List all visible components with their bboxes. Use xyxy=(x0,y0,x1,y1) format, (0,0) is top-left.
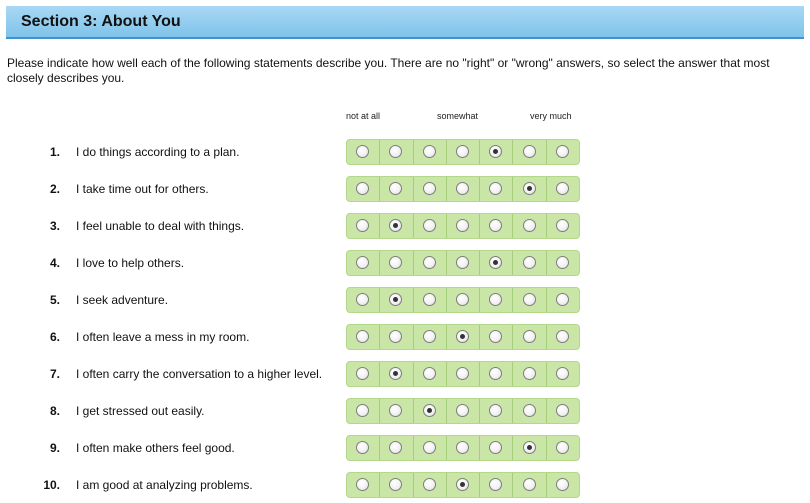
rating-cell xyxy=(513,288,546,312)
rating-radio-5[interactable] xyxy=(489,182,502,195)
rating-cell xyxy=(414,325,447,349)
rating-cell xyxy=(513,399,546,423)
question-text: I am good at analyzing problems. xyxy=(76,478,253,492)
rating-cell xyxy=(447,214,480,238)
rating-radio-2[interactable] xyxy=(389,441,402,454)
rating-radio-5[interactable] xyxy=(489,367,502,380)
rating-scale xyxy=(346,435,580,461)
rating-scale xyxy=(346,324,580,350)
rating-cell xyxy=(547,214,579,238)
rating-scale xyxy=(346,287,580,313)
rating-radio-2[interactable] xyxy=(389,478,402,491)
rating-cell xyxy=(347,214,380,238)
rating-radio-7[interactable] xyxy=(556,256,569,269)
rating-cell xyxy=(380,399,413,423)
question-row xyxy=(0,397,810,424)
question-number: 5. xyxy=(49,293,60,307)
rating-cell xyxy=(480,473,513,497)
question-text: I seek adventure. xyxy=(76,293,169,307)
rating-cell xyxy=(447,140,480,164)
rating-cell xyxy=(414,288,447,312)
rating-radio-1[interactable] xyxy=(356,330,369,343)
rating-cell xyxy=(347,140,380,164)
rating-radio-4[interactable] xyxy=(456,145,469,158)
rating-scale xyxy=(346,139,580,165)
rating-radio-6[interactable] xyxy=(523,256,536,269)
rating-radio-7[interactable] xyxy=(556,219,569,232)
rating-cell xyxy=(547,177,579,201)
question-number: 2. xyxy=(49,182,60,196)
rating-radio-3[interactable] xyxy=(423,330,436,343)
question-number: 8. xyxy=(49,404,60,418)
question-text: I often carry the conversation to a higher level. xyxy=(76,367,323,381)
rating-cell xyxy=(480,288,513,312)
question-row xyxy=(0,360,810,387)
rating-radio-1[interactable] xyxy=(356,256,369,269)
question-number: 7. xyxy=(49,367,60,381)
rating-radio-4[interactable] xyxy=(456,441,469,454)
rating-cell xyxy=(547,436,579,460)
rating-cell xyxy=(480,214,513,238)
rating-radio-5[interactable] xyxy=(489,293,502,306)
rating-scale xyxy=(346,398,580,424)
rating-cell xyxy=(380,473,413,497)
rating-radio-2[interactable] xyxy=(389,293,402,306)
rating-radio-4[interactable] xyxy=(456,367,469,380)
rating-scale xyxy=(346,250,580,276)
rating-radio-1[interactable] xyxy=(356,404,369,417)
rating-radio-5[interactable] xyxy=(489,441,502,454)
rating-cell xyxy=(513,473,546,497)
rating-cell xyxy=(480,140,513,164)
rating-radio-3[interactable] xyxy=(423,182,436,195)
rating-cell xyxy=(414,473,447,497)
rating-cell xyxy=(447,362,480,386)
rating-radio-4[interactable] xyxy=(456,219,469,232)
rating-scale xyxy=(346,176,580,202)
question-row xyxy=(0,212,810,239)
rating-radio-7[interactable] xyxy=(556,330,569,343)
rating-radio-4[interactable] xyxy=(456,293,469,306)
rating-cell xyxy=(347,325,380,349)
rating-radio-1[interactable] xyxy=(356,367,369,380)
rating-radio-5[interactable] xyxy=(489,330,502,343)
rating-cell xyxy=(480,251,513,275)
question-row xyxy=(0,323,810,350)
rating-cell xyxy=(513,251,546,275)
rating-radio-3[interactable] xyxy=(423,404,436,417)
rating-radio-1[interactable] xyxy=(356,441,369,454)
instructions-text: Please indicate how well each of the following statements describe you. There are no "right" or "wrong" answers, so select the answer that most closely describes you. xyxy=(7,56,770,85)
rating-radio-3[interactable] xyxy=(423,441,436,454)
rating-cell xyxy=(513,325,546,349)
rating-cell xyxy=(380,362,413,386)
rating-cell xyxy=(447,436,480,460)
rating-cell xyxy=(480,325,513,349)
question-text: I do things according to a plan. xyxy=(76,145,240,159)
rating-radio-2[interactable] xyxy=(389,219,402,232)
rating-radio-1[interactable] xyxy=(356,293,369,306)
rating-radio-1[interactable] xyxy=(356,145,369,158)
question-row xyxy=(0,138,810,165)
rating-cell xyxy=(380,214,413,238)
rating-radio-3[interactable] xyxy=(423,145,436,158)
rating-cell xyxy=(547,399,579,423)
rating-cell xyxy=(447,251,480,275)
rating-scale xyxy=(346,213,580,239)
rating-cell xyxy=(414,177,447,201)
rating-radio-2[interactable] xyxy=(389,330,402,343)
question-text: I take time out for others. xyxy=(76,182,209,196)
rating-scale xyxy=(346,361,580,387)
question-number: 6. xyxy=(49,330,60,344)
rating-cell xyxy=(347,251,380,275)
rating-radio-5[interactable] xyxy=(489,256,502,269)
rating-cell xyxy=(380,251,413,275)
question-number: 3. xyxy=(49,219,60,233)
rating-radio-4[interactable] xyxy=(456,478,469,491)
rating-radio-6[interactable] xyxy=(523,404,536,417)
section-title: Section 3: About You xyxy=(21,13,181,30)
rating-cell xyxy=(480,399,513,423)
rating-radio-2[interactable] xyxy=(389,145,402,158)
rating-radio-3[interactable] xyxy=(423,478,436,491)
rating-radio-7[interactable] xyxy=(556,182,569,195)
rating-cell xyxy=(447,473,480,497)
rating-cell xyxy=(547,140,579,164)
rating-cell xyxy=(447,288,480,312)
rating-radio-6[interactable] xyxy=(523,293,536,306)
question-text: I feel unable to deal with things. xyxy=(76,219,245,233)
rating-cell xyxy=(414,362,447,386)
rating-cell xyxy=(347,177,380,201)
rating-radio-6[interactable] xyxy=(523,182,536,195)
rating-radio-3[interactable] xyxy=(423,293,436,306)
rating-radio-7[interactable] xyxy=(556,367,569,380)
rating-radio-6[interactable] xyxy=(523,367,536,380)
question-number: 4. xyxy=(49,256,60,270)
rating-radio-7[interactable] xyxy=(556,145,569,158)
rating-radio-6[interactable] xyxy=(523,441,536,454)
rating-cell xyxy=(480,436,513,460)
rating-cell xyxy=(513,140,546,164)
question-text: I love to help others. xyxy=(76,256,185,270)
scale-label-high: very much xyxy=(530,111,572,121)
rating-radio-3[interactable] xyxy=(423,367,436,380)
rating-radio-6[interactable] xyxy=(523,330,536,343)
rating-cell xyxy=(513,362,546,386)
rating-cell xyxy=(547,362,579,386)
rating-cell xyxy=(414,399,447,423)
rating-radio-5[interactable] xyxy=(489,478,502,491)
question-text: I get stressed out easily. xyxy=(76,404,205,418)
rating-cell xyxy=(547,325,579,349)
rating-radio-3[interactable] xyxy=(423,256,436,269)
rating-cell xyxy=(380,436,413,460)
question-row xyxy=(0,249,810,276)
rating-cell xyxy=(347,473,380,497)
rating-radio-6[interactable] xyxy=(523,478,536,491)
rating-radio-5[interactable] xyxy=(489,404,502,417)
rating-radio-1[interactable] xyxy=(356,219,369,232)
rating-radio-7[interactable] xyxy=(556,404,569,417)
rating-radio-2[interactable] xyxy=(389,182,402,195)
rating-cell xyxy=(513,436,546,460)
rating-radio-5[interactable] xyxy=(489,145,502,158)
rating-radio-5[interactable] xyxy=(489,219,502,232)
rating-radio-2[interactable] xyxy=(389,256,402,269)
section-header xyxy=(6,6,804,39)
question-row xyxy=(0,471,810,498)
rating-cell xyxy=(480,177,513,201)
question-row xyxy=(0,175,810,202)
rating-radio-7[interactable] xyxy=(556,441,569,454)
rating-radio-6[interactable] xyxy=(523,145,536,158)
rating-cell xyxy=(347,436,380,460)
rating-radio-7[interactable] xyxy=(556,293,569,306)
rating-cell xyxy=(447,325,480,349)
question-text: I often make others feel good. xyxy=(76,441,235,455)
rating-radio-4[interactable] xyxy=(456,256,469,269)
question-number: 9. xyxy=(49,441,60,455)
rating-cell xyxy=(480,362,513,386)
rating-cell xyxy=(414,436,447,460)
rating-cell xyxy=(513,177,546,201)
rating-cell xyxy=(547,288,579,312)
question-text: I often leave a mess in my room. xyxy=(76,330,250,344)
rating-cell xyxy=(447,177,480,201)
scale-label-mid: somewhat xyxy=(437,111,479,121)
rating-cell xyxy=(547,473,579,497)
rating-radio-3[interactable] xyxy=(423,219,436,232)
rating-radio-4[interactable] xyxy=(456,330,469,343)
rating-cell xyxy=(347,399,380,423)
rating-radio-1[interactable] xyxy=(356,478,369,491)
rating-cell xyxy=(414,214,447,238)
rating-cell xyxy=(414,251,447,275)
rating-scale xyxy=(346,472,580,498)
rating-radio-1[interactable] xyxy=(356,182,369,195)
rating-cell xyxy=(547,251,579,275)
rating-cell xyxy=(513,214,546,238)
rating-cell xyxy=(447,399,480,423)
question-row xyxy=(0,286,810,313)
rating-cell xyxy=(380,177,413,201)
rating-cell xyxy=(380,288,413,312)
rating-radio-2[interactable] xyxy=(389,367,402,380)
rating-radio-4[interactable] xyxy=(456,182,469,195)
rating-cell xyxy=(347,362,380,386)
scale-label-low: not at all xyxy=(346,111,381,121)
rating-radio-6[interactable] xyxy=(523,219,536,232)
question-number: 1. xyxy=(49,145,60,159)
rating-cell xyxy=(347,288,380,312)
rating-cell xyxy=(380,325,413,349)
question-row xyxy=(0,434,810,461)
rating-radio-4[interactable] xyxy=(456,404,469,417)
rating-cell xyxy=(414,140,447,164)
question-number: 10. xyxy=(43,478,60,492)
rating-radio-7[interactable] xyxy=(556,478,569,491)
rating-cell xyxy=(380,140,413,164)
rating-radio-2[interactable] xyxy=(389,404,402,417)
